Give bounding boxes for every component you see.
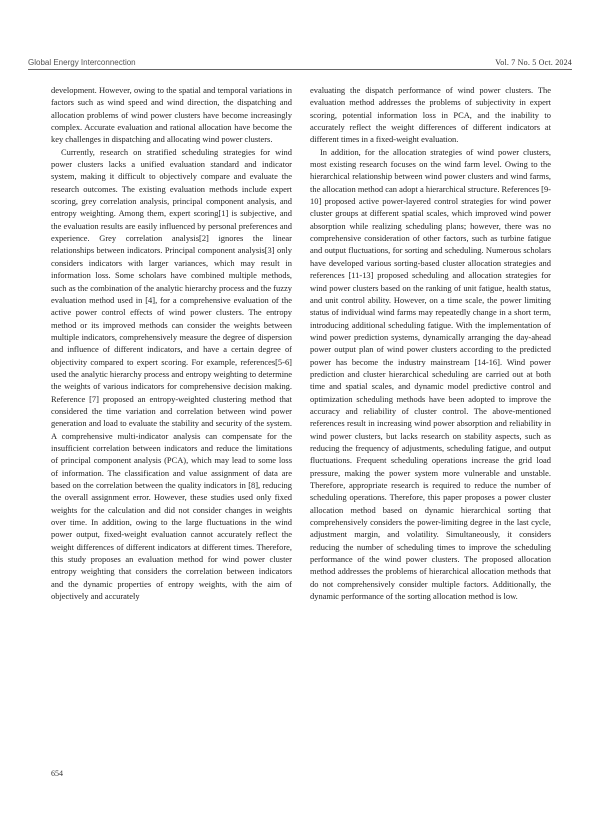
journal-name: Global Energy Interconnection: [28, 58, 136, 67]
paragraph: development. However, owing to the spatial and temporal variations in factors such as wind speed and wind direction, the dispatching and allocation problems of wind power clusters have become increasingly complex. Accurate evaluation and rational allocation have become the key challenges in dispatching and allocating wind power clusters.: [51, 85, 292, 145]
page-header: [28, 53, 572, 67]
paragraph: In addition, for the allocation strategies of wind power clusters, most existing research focuses on the wind farm level. Owing to the hierarchical relationship between wind power clusters and wind farms, the allocation method can adopt a hierarchical structure. References [9-10] proposed active power-layered control strategies for wind power cluster groups at different spatial scales, which improved wind power absorption while realizing scheduling plans; however, there was no comprehensive consideration of other factors, such as turbine fatigue and output fluctuations, for sorting and scheduling. Numerous scholars have developed various sorting-based cluster allocation strategies and references [11-13] proposed scheduling and allocation strategies for wind power clusters based on the ranking of unit fatigue, health status, and unit control ability. However, on a time scale, the power limiting status of individual wind farms may repeatedly change in a short term, introducing additional scheduling fatigue. With the implementation of wind power prediction systems, dynamically arranging the day-ahead power output plan of wind power clusters according to the predicted power has become the industry mainstream [14-16]. Wind power prediction and cluster hierarchical scheduling are carried out at both time and spatial scales, and dynamic model predictive control and optimization scheduling methods have been adopted to improve the accuracy and reliability of cluster control. The above-mentioned references result in increasing wind power absorption and reliability in wind power clusters, but lacks research on stability aspects, such as reducing the frequency of adjustments, scheduling fatigue, and output fluctuations. Frequent scheduling operations increase the grid load pressure, making the power system more vulnerable and unstable. Therefore, appropriate research is required to reduce the number of scheduling operations. Therefore, this paper proposes a power cluster allocation method based on dynamic hierarchical sorting that comprehensively considers the power-limiting degree in the last cycle, adjustment margin, and volatility. Simultaneously, it considers reducing the number of scheduling times to improve the scheduling performance of the wind power clusters. The proposed allocation method addresses the problems of hierarchical allocation methods that do not comprehensively consider multiple factors. Additionally, the dynamic performance of the sorting allocation method is low.: [310, 146, 551, 602]
page-number: 654: [51, 769, 63, 778]
issue-info: Vol. 7 No. 5 Oct. 2024: [495, 58, 572, 67]
left-column: [51, 84, 292, 762]
paragraph: Currently, research on stratified scheduling strategies for wind power clusters lacks a unified evaluation standard and indicator system, making it difficult to objectively compare and evaluate the research outcomes. The existing evaluation methods include expert scoring, grey correlation analysis, principal component analysis, and entropy weighting. Among them, expert scoring[1] is subjective, and the evaluation results are easily influenced by personal preferences and experience. Grey correlation analysis[2] ignores the linear relationships between indicators. Principal component analysis[3] only considers indicators with larger variances, which may result in information loss. Some scholars have combined multiple methods, such as the combination of the analytic hierarchy process and the fuzzy evaluation method used in [4], for a comprehensive evaluation of the active power control effects of wind power clusters. The entropy method or its improved methods can consider the weights between multiple indicators, comprehensively measure the degree of dispersion and influence of different indicators, and have a certain degree of objectivity compared to expert scoring. For example, references[5-6] used the analytic hierarchy process and entropy weighting to determine the weights of various indicators for comprehensive decision making. Reference [7] proposed an entropy-weighted clustering method that considered the time variation and correlation between wind power generation and load to evaluate the stability and security of the system. A comprehensive multi-indicator analysis can compensate for the insufficient correlation between indicators and reduce the limitations of principal component analysis (PCA), which may lead to some loss of information. The classification and value assignment of data are based on the correlation between the quality indicators in [8], reducing the overall assignment error. However, these studies used only fixed weights for the calculation and did not consider changes in weights over time. In addition, owing to the large fluctuations in the wind power output, fixed-weight evaluation cannot accurately reflect the weight differences of different indicators at different times. Therefore, this study proposes an evaluation method for wind power cluster entropy weighting that considers the correlation between indicators and the dynamic properties of entropy weights, with the aim of objectively and accurately: [51, 146, 292, 602]
body-text: [51, 84, 551, 762]
paragraph: evaluating the dispatch performance of wind power clusters. The evaluation method addresses the problems of subjectivity in expert scoring, potential information loss in PCA, and the inability to accurately reflect the weight differences of different indicators at different times in a fixed-weight evaluation.: [310, 85, 551, 145]
header-rule: [28, 69, 572, 70]
right-column: [310, 84, 551, 762]
